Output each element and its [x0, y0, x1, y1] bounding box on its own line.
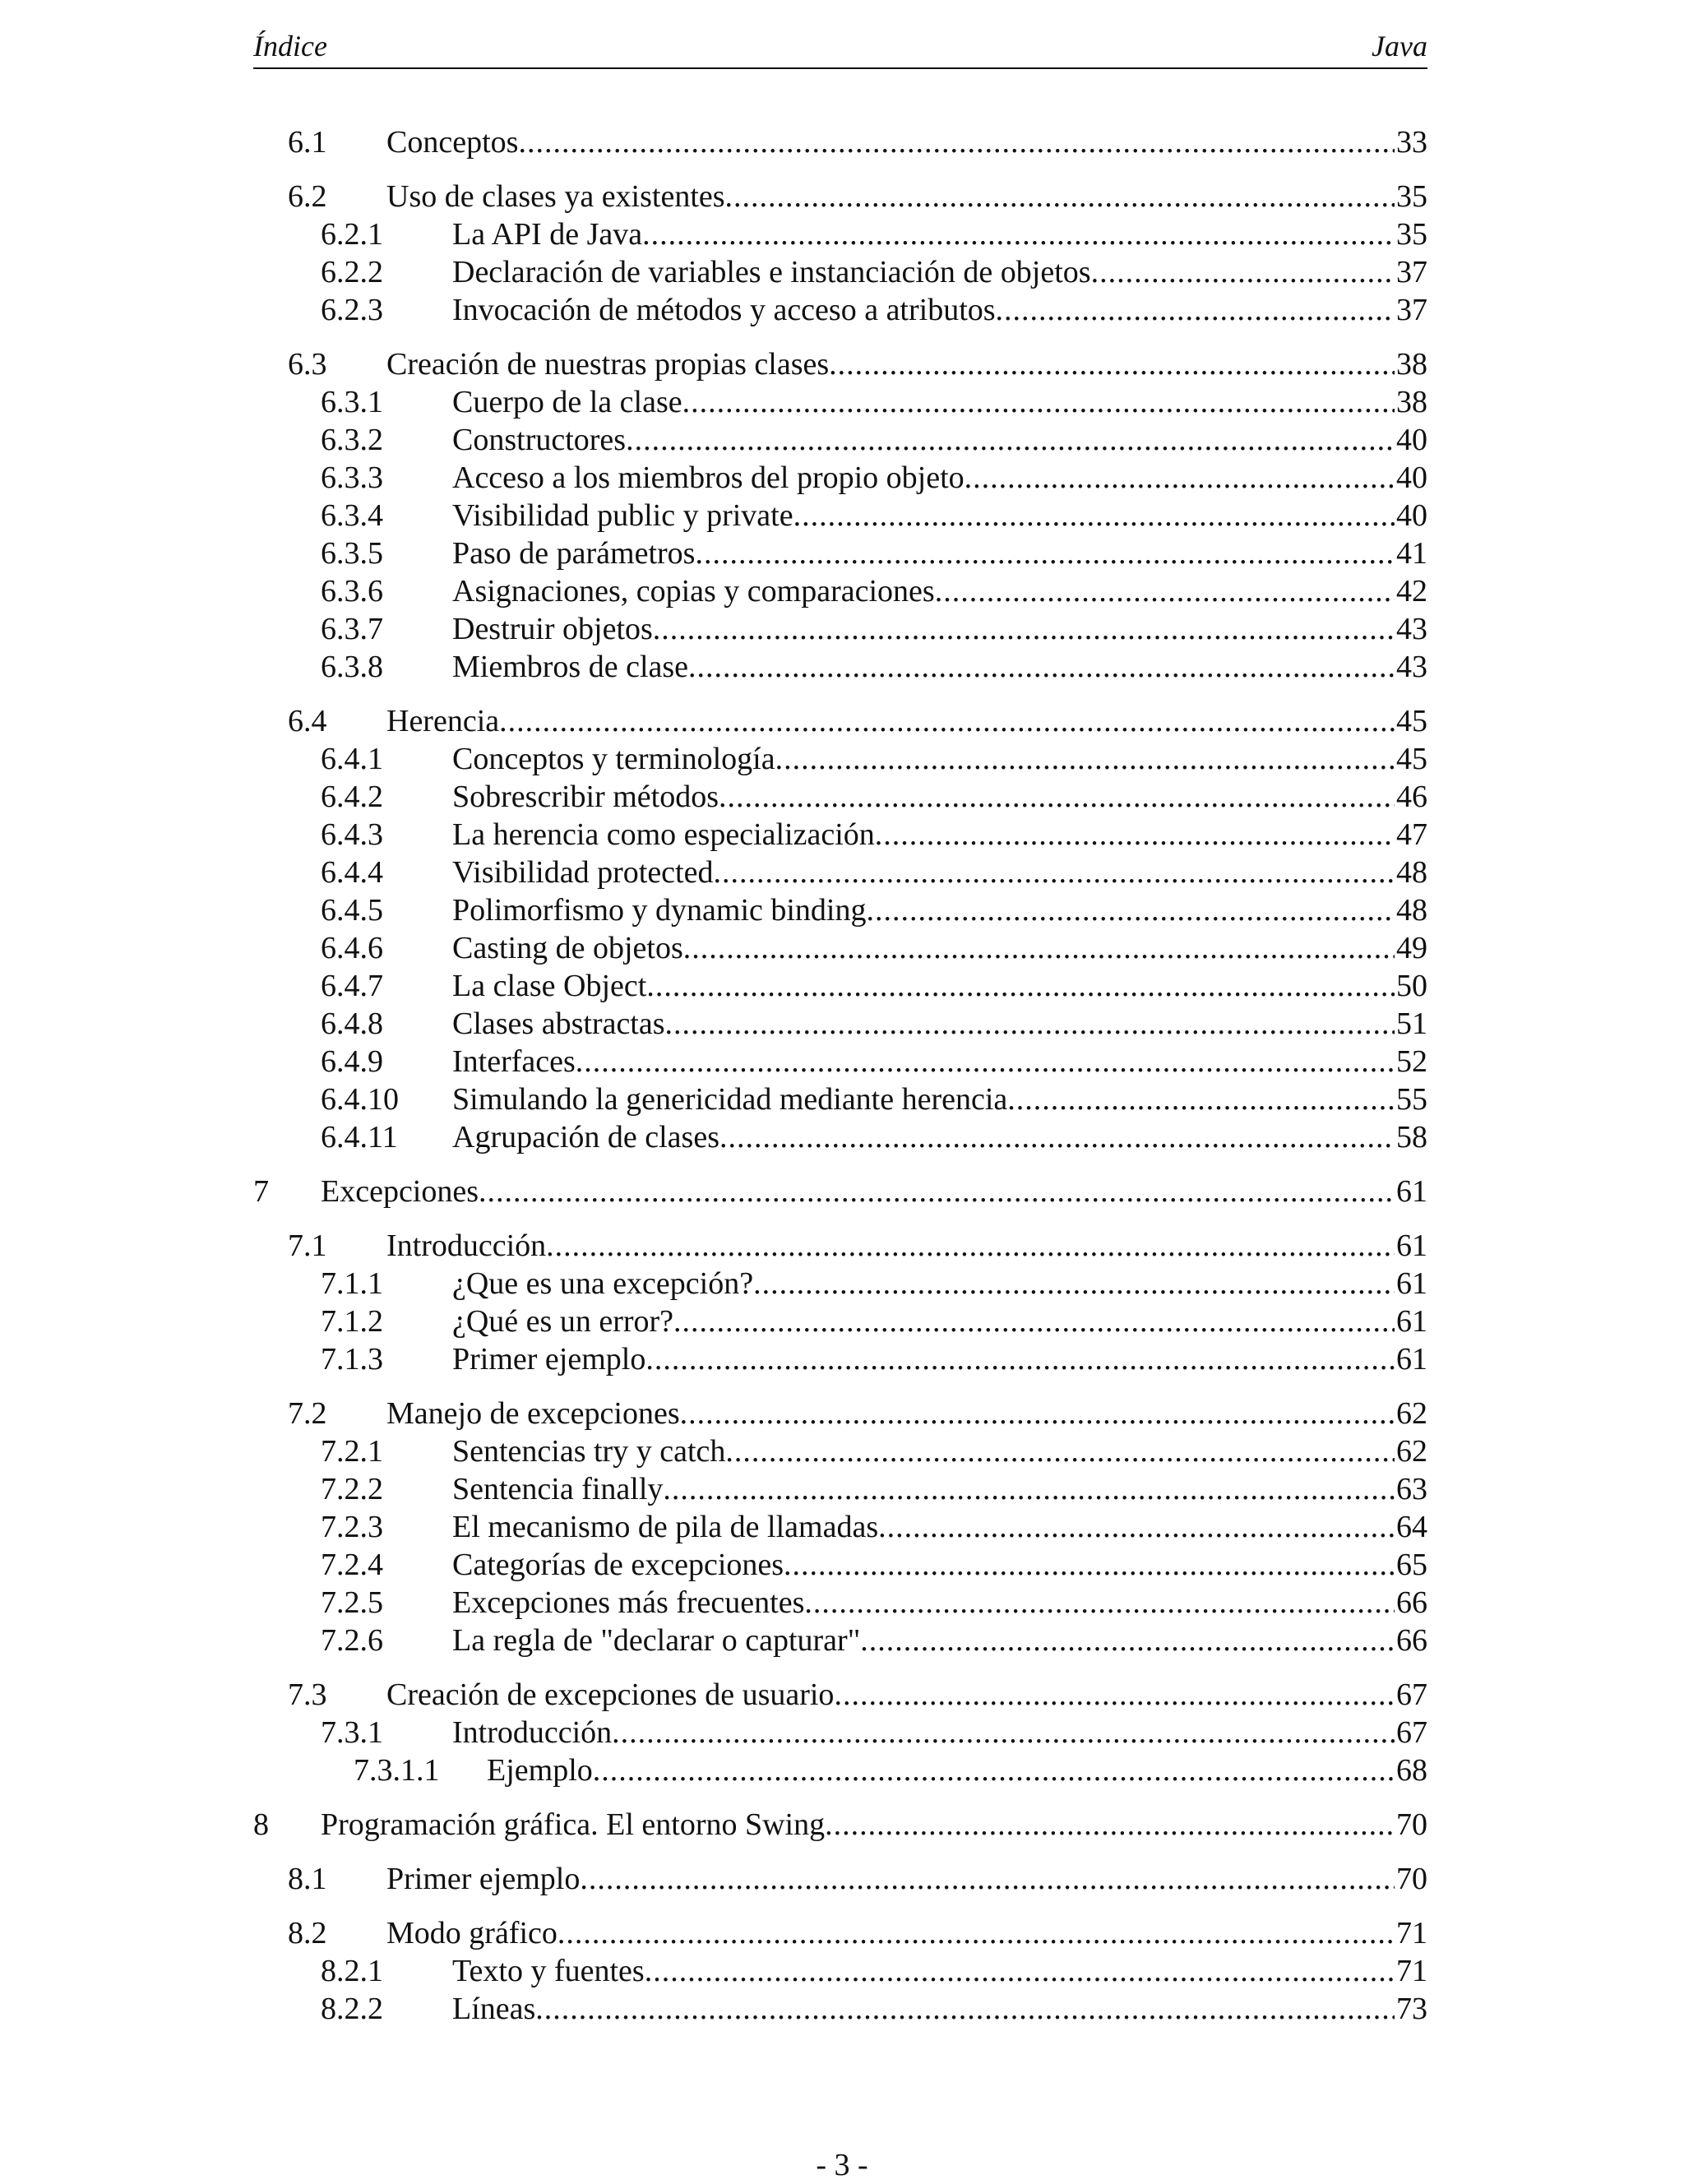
toc-entry: [253, 1173, 1427, 1210]
toc-entry-title: Declaración de variables e instanciación de objetos: [452, 255, 1091, 289]
toc-entry-page: 61: [1396, 1304, 1427, 1339]
toc-entry: [253, 123, 1427, 161]
toc-entry-page: 37: [1396, 255, 1427, 289]
toc-entry-number: 6.2.3: [321, 293, 383, 327]
toc-entry-page: 42: [1396, 574, 1427, 608]
toc-entry-row: [452, 383, 1427, 421]
toc-entry-title: Excepciones: [321, 1174, 479, 1209]
dot-leader: [645, 1952, 1395, 1990]
toc-entry-row: [452, 740, 1427, 778]
toc-entry-number: 7.2.3: [321, 1510, 383, 1544]
toc-entry-row: [487, 1751, 1427, 1789]
toc-entry-page: 50: [1396, 969, 1427, 1003]
toc-entry-page: 61: [1396, 1228, 1427, 1263]
toc-entry-row: [452, 253, 1427, 291]
toc-entry: [253, 1005, 1427, 1043]
dot-leader: [683, 929, 1395, 967]
dot-leader: [860, 1622, 1395, 1659]
dot-leader: [682, 383, 1395, 421]
toc-entry: [253, 648, 1427, 686]
toc-entry-title: Paso de parámetros: [452, 536, 696, 571]
toc-entry-title: Sentencia finally: [452, 1472, 664, 1506]
toc-entry-number: 7.1.1: [321, 1266, 383, 1301]
toc-entry: [253, 1227, 1427, 1265]
toc-entry-row: [452, 1508, 1427, 1546]
header-book-title: Java: [1372, 30, 1427, 62]
toc-entry-number: 6.3.1: [321, 385, 383, 419]
dot-leader: [535, 1990, 1395, 2028]
toc-entry-row: [386, 1676, 1427, 1714]
toc-entry: [253, 1340, 1427, 1378]
toc-entry-page: 41: [1396, 536, 1427, 571]
toc-entry-title: Programación gráfica. El entorno Swing: [321, 1807, 826, 1842]
header-section-title: Índice: [253, 30, 327, 62]
toc-entry-row: [321, 1173, 1427, 1210]
dot-leader: [518, 123, 1395, 161]
toc-entry-number: 6.3.7: [321, 612, 383, 646]
toc-entry: [253, 929, 1427, 967]
toc-entry-number: 7: [253, 1174, 269, 1209]
dot-leader: [557, 1914, 1395, 1952]
toc-entry-number: 7.3: [288, 1677, 327, 1712]
toc-entry-title: ¿Qué es un error?: [452, 1304, 674, 1339]
toc-entry-row: [452, 1080, 1427, 1118]
toc-entry-page: 37: [1396, 293, 1427, 327]
toc-entry: [253, 967, 1427, 1005]
toc-entry: [253, 1303, 1427, 1340]
dot-leader: [834, 1676, 1395, 1714]
toc-entry: [253, 1952, 1427, 1990]
toc-entry-number: 6.4.9: [321, 1044, 383, 1079]
toc-entry-number: 6.3: [288, 347, 327, 382]
toc-entry: [253, 1043, 1427, 1080]
toc-entry: [253, 459, 1427, 497]
toc-entry-title: ¿Que es una excepción?: [452, 1266, 754, 1301]
toc-entry-row: [452, 1714, 1427, 1751]
dot-leader: [673, 1303, 1395, 1340]
toc-entry: [253, 534, 1427, 572]
dot-leader: [793, 497, 1395, 534]
toc-entry: [253, 497, 1427, 534]
toc-entry-title: La API de Java: [452, 217, 643, 252]
toc-entry: [253, 854, 1427, 891]
toc-entry: [253, 1914, 1427, 1952]
toc-entry-title: Primer ejemplo: [452, 1342, 646, 1377]
toc-entry-page: 67: [1396, 1677, 1427, 1712]
toc-entry-row: [452, 1340, 1427, 1378]
toc-entry-page: 71: [1396, 1954, 1427, 1988]
toc-entry: [253, 891, 1427, 929]
toc-entry-page: 52: [1396, 1044, 1427, 1079]
toc-entry: [253, 291, 1427, 329]
toc-entry: [253, 1265, 1427, 1303]
toc-entry-title: Uso de clases ya existentes: [386, 179, 725, 214]
toc-entry-title: Texto y fuentes: [452, 1954, 645, 1988]
toc-entry-title: Interfaces: [452, 1044, 576, 1079]
toc-entry: [253, 610, 1427, 648]
toc-entry-title: Creación de nuestras propias clases: [386, 347, 830, 382]
dot-leader: [642, 215, 1395, 253]
toc-entry-page: 71: [1396, 1916, 1427, 1950]
toc-entry-page: 45: [1396, 742, 1427, 776]
dot-leader: [665, 1005, 1395, 1043]
toc-entry-row: [386, 1227, 1427, 1265]
toc-entry-page: 40: [1396, 498, 1427, 533]
toc-entry-page: 70: [1396, 1807, 1427, 1842]
toc-entry: [253, 215, 1427, 253]
toc-entry-number: 6.4.11: [321, 1120, 398, 1154]
dot-leader: [680, 1395, 1395, 1432]
toc-entry: [253, 1080, 1427, 1118]
toc-entry-row: [452, 497, 1427, 534]
toc-entry-number: 8.2.1: [321, 1954, 383, 1988]
dot-leader: [719, 778, 1395, 816]
toc-entry-page: 73: [1396, 1992, 1427, 2026]
toc-entry: [253, 1751, 1427, 1789]
toc-entry-number: 7.2: [288, 1396, 327, 1431]
toc-entry-page: 66: [1396, 1585, 1427, 1620]
toc-entry: [253, 1622, 1427, 1659]
toc-entry-page: 40: [1396, 460, 1427, 495]
toc-entry-number: 6.4.1: [321, 742, 383, 776]
toc-entry-page: 49: [1396, 931, 1427, 965]
toc-entry-title: Cuerpo de la clase: [452, 385, 682, 419]
toc-entry-title: Modo gráfico: [386, 1916, 557, 1950]
toc-entry-title: Sobrescribir métodos: [452, 780, 719, 814]
toc-entry-title: Conceptos y terminología: [452, 742, 775, 776]
toc-entry-page: 40: [1396, 423, 1427, 457]
toc-entry-number: 6.3.8: [321, 650, 383, 684]
toc-entry: [253, 1508, 1427, 1546]
toc-entry-row: [452, 1990, 1427, 2028]
toc-entry: [253, 778, 1427, 816]
toc-entry-row: [386, 1395, 1427, 1432]
toc-entry-row: [452, 929, 1427, 967]
toc-entry-page: 43: [1396, 650, 1427, 684]
toc-entry: [253, 345, 1427, 383]
toc-entry-number: 7.2.4: [321, 1548, 383, 1582]
toc-entry-number: 7.2.6: [321, 1623, 383, 1658]
dot-leader: [753, 1265, 1395, 1303]
toc-entry: [253, 572, 1427, 610]
toc-entry-number: 6.2.2: [321, 255, 383, 289]
toc-entry-number: 8.2.2: [321, 1992, 383, 2026]
toc-entry: [253, 253, 1427, 291]
toc-entry-title: Sentencias try y catch: [452, 1434, 726, 1469]
toc-entry-row: [452, 215, 1427, 253]
toc-entry-page: 62: [1396, 1396, 1427, 1431]
dot-leader: [626, 421, 1395, 459]
toc-entry-row: [386, 1914, 1427, 1952]
toc-entry-title: La clase Object: [452, 969, 647, 1003]
toc-entry: [253, 1584, 1427, 1622]
toc-entry-number: 6.3.3: [321, 460, 383, 495]
toc-entry-page: 33: [1396, 125, 1427, 160]
dot-leader: [688, 648, 1395, 686]
toc-entry-title: Herencia: [386, 704, 500, 738]
dot-leader: [825, 1806, 1395, 1844]
dot-leader: [612, 1714, 1395, 1751]
toc-entry-title: Clases abstractas: [452, 1006, 665, 1041]
toc-entry-page: 35: [1396, 179, 1427, 214]
toc-entry-row: [452, 1584, 1427, 1622]
dot-leader: [713, 854, 1395, 891]
toc-entry-page: 35: [1396, 217, 1427, 252]
toc-entry-row: [452, 854, 1427, 891]
dot-leader: [935, 572, 1395, 610]
toc-entry-number: 6.4.5: [321, 893, 383, 928]
toc-entry-number: 7.3.1.1: [354, 1753, 440, 1788]
toc-entry-number: 8: [253, 1807, 269, 1842]
dot-leader: [804, 1584, 1395, 1622]
dot-leader: [580, 1860, 1395, 1898]
toc-entry-number: 6.3.5: [321, 536, 383, 571]
toc-entry-row: [452, 534, 1427, 572]
dot-leader: [725, 1432, 1395, 1470]
toc-entry: [253, 1470, 1427, 1508]
toc-entry-number: 7.1.3: [321, 1342, 383, 1377]
toc-entry: [253, 740, 1427, 778]
toc-entry-page: 38: [1396, 385, 1427, 419]
toc-entry-title: Simulando la genericidad mediante herencia: [452, 1082, 1008, 1117]
toc-entry-number: 8.2: [288, 1916, 327, 1950]
toc-entry-number: 6.3.2: [321, 423, 383, 457]
dot-leader: [775, 740, 1395, 778]
toc-entry-number: 7.1.2: [321, 1304, 383, 1339]
toc-entry-number: 6.3.4: [321, 498, 383, 533]
toc-entry-number: 6.1: [288, 125, 327, 160]
toc-entry-page: 66: [1396, 1623, 1427, 1658]
dot-leader: [653, 610, 1395, 648]
toc-entry-row: [452, 1622, 1427, 1659]
toc-entry-number: 6.4.7: [321, 969, 383, 1003]
toc-entry-row: [452, 1546, 1427, 1584]
toc-entry-row: [386, 123, 1427, 161]
toc-entry: [253, 1676, 1427, 1714]
toc-entry-page: 48: [1396, 893, 1427, 928]
toc-entry-number: 6.2.1: [321, 217, 383, 252]
toc-entry: [253, 1806, 1427, 1844]
dot-leader: [576, 1043, 1395, 1080]
toc-entry-title: Conceptos: [386, 125, 519, 160]
toc-entry-title: Ejemplo: [487, 1753, 593, 1788]
toc-entry-page: 51: [1396, 1006, 1427, 1041]
toc-entry-page: 48: [1396, 855, 1427, 890]
toc-entry-page: 46: [1396, 780, 1427, 814]
toc-entry-number: 8.1: [288, 1862, 327, 1896]
toc-entry-page: 65: [1396, 1548, 1427, 1582]
toc-entry-row: [452, 816, 1427, 854]
toc-entry-row: [452, 967, 1427, 1005]
dot-leader: [725, 178, 1395, 215]
toc-entry-title: Acceso a los miembros del propio objeto: [452, 460, 965, 495]
dot-leader: [663, 1470, 1395, 1508]
toc-entry-row: [452, 778, 1427, 816]
dot-leader: [1007, 1080, 1395, 1118]
toc-entry-title: Introducción: [386, 1228, 547, 1263]
toc-entry-page: 61: [1396, 1266, 1427, 1301]
toc-entry-title: Casting de objetos: [452, 931, 683, 965]
toc-entry: [253, 1990, 1427, 2028]
toc-entry-number: 6.4.2: [321, 780, 383, 814]
toc-entry: [253, 1714, 1427, 1751]
toc-entry-page: 63: [1396, 1472, 1427, 1506]
dot-leader: [695, 534, 1395, 572]
page-header: [253, 25, 1427, 69]
toc-entry-title: El mecanismo de pila de llamadas: [452, 1510, 879, 1544]
toc-entry-title: Manejo de excepciones: [386, 1396, 680, 1431]
toc-entry-title: Excepciones más frecuentes: [452, 1585, 805, 1620]
toc-entry-number: 7.2.1: [321, 1434, 383, 1469]
toc-entry-number: 7.2.5: [321, 1585, 383, 1620]
dot-leader: [646, 967, 1395, 1005]
toc-entry-row: [452, 1118, 1427, 1156]
dot-leader: [829, 345, 1395, 383]
toc-entry: [253, 816, 1427, 854]
toc-entry-row: [386, 345, 1427, 383]
toc-entry-title: Visibilidad public y private: [452, 498, 793, 533]
toc-entry-number: 6.4: [288, 704, 327, 738]
toc-entry-number: 6.4.3: [321, 817, 383, 852]
toc-entry-row: [452, 1303, 1427, 1340]
toc-entry-page: 45: [1396, 704, 1427, 738]
toc-entry-number: 6.4.8: [321, 1006, 383, 1041]
toc-entry-row: [386, 1860, 1427, 1898]
toc-entry-number: 6.3.6: [321, 574, 383, 608]
toc-entry-row: [452, 1952, 1427, 1990]
toc-entry-row: [321, 1806, 1427, 1844]
toc-entry-row: [386, 702, 1427, 740]
toc-entry-title: Introducción: [452, 1715, 613, 1750]
toc-entry-row: [452, 610, 1427, 648]
toc-entry-row: [386, 178, 1427, 215]
toc-entry-number: 6.4.4: [321, 855, 383, 890]
toc-entry: [253, 1432, 1427, 1470]
toc-entry-page: 62: [1396, 1434, 1427, 1469]
dot-leader: [593, 1751, 1395, 1789]
toc-entry-title: Invocación de métodos y acceso a atributos: [452, 293, 996, 327]
page-number: - 3 -: [816, 2148, 868, 2182]
toc-entry-page: 64: [1396, 1510, 1427, 1544]
toc-entry-title: Destruir objetos: [452, 612, 653, 646]
toc-entry-title: Miembros de clase: [452, 650, 689, 684]
toc-entry-number: 7.1: [288, 1228, 327, 1263]
toc-entry: [253, 178, 1427, 215]
toc-entry-title: Constructores: [452, 423, 627, 457]
toc-entry-row: [452, 1432, 1427, 1470]
toc-entry-row: [452, 1470, 1427, 1508]
toc-entry-title: La regla de "declarar o capturar": [452, 1623, 861, 1658]
toc-entry-title: Categorías de excepciones: [452, 1548, 784, 1582]
toc-entry-number: 7.2.2: [321, 1472, 383, 1506]
toc-entry-row: [452, 421, 1427, 459]
toc-entry-page: 43: [1396, 612, 1427, 646]
dot-leader: [875, 816, 1395, 854]
dot-leader: [866, 891, 1395, 929]
dot-leader: [965, 459, 1395, 497]
dot-leader: [479, 1173, 1395, 1210]
dot-leader: [499, 702, 1395, 740]
toc-entry-title: Agrupación de clases: [452, 1120, 719, 1154]
dot-leader: [878, 1508, 1395, 1546]
toc-entry-row: [452, 1043, 1427, 1080]
toc-entry-title: La herencia como especialización: [452, 817, 875, 852]
toc-entry-title: Visibilidad protected: [452, 855, 714, 890]
table-of-contents: [253, 123, 1427, 2028]
toc-entry-page: 61: [1396, 1342, 1427, 1377]
dot-leader: [546, 1227, 1395, 1265]
toc-entry-row: [452, 1265, 1427, 1303]
toc-entry-title: Primer ejemplo: [386, 1862, 581, 1896]
toc-entry: [253, 1118, 1427, 1156]
toc-entry-row: [452, 648, 1427, 686]
toc-entry-page: 38: [1396, 347, 1427, 382]
toc-entry-number: 6.4.10: [321, 1082, 399, 1117]
dot-leader: [719, 1118, 1395, 1156]
dot-leader: [784, 1546, 1395, 1584]
toc-entry-page: 67: [1396, 1715, 1427, 1750]
toc-entry-row: [452, 891, 1427, 929]
toc-entry-number: 6.4.6: [321, 931, 383, 965]
toc-entry-number: 6.2: [288, 179, 327, 214]
toc-entry: [253, 1395, 1427, 1432]
toc-entry-row: [452, 291, 1427, 329]
toc-entry-page: 47: [1396, 817, 1427, 852]
dot-leader: [1091, 253, 1395, 291]
toc-entry-page: 68: [1396, 1753, 1427, 1788]
toc-entry-row: [452, 572, 1427, 610]
dot-leader: [645, 1340, 1395, 1378]
toc-entry-row: [452, 459, 1427, 497]
toc-entry-page: 58: [1396, 1120, 1427, 1154]
toc-entry-page: 70: [1396, 1862, 1427, 1896]
toc-entry-title: Creación de excepciones de usuario: [386, 1677, 835, 1712]
toc-entry: [253, 1860, 1427, 1898]
toc-entry-title: Polimorfismo y dynamic binding: [452, 893, 867, 928]
toc-entry: [253, 1546, 1427, 1584]
toc-entry: [253, 702, 1427, 740]
toc-entry-title: Asignaciones, copias y comparaciones: [452, 574, 935, 608]
toc-entry-page: 55: [1396, 1082, 1427, 1117]
dot-leader: [996, 291, 1395, 329]
toc-entry: [253, 383, 1427, 421]
toc-entry: [253, 421, 1427, 459]
toc-entry-page: 61: [1396, 1174, 1427, 1209]
toc-entry-title: Líneas: [452, 1992, 536, 2026]
toc-entry-row: [452, 1005, 1427, 1043]
toc-entry-number: 7.3.1: [321, 1715, 383, 1750]
